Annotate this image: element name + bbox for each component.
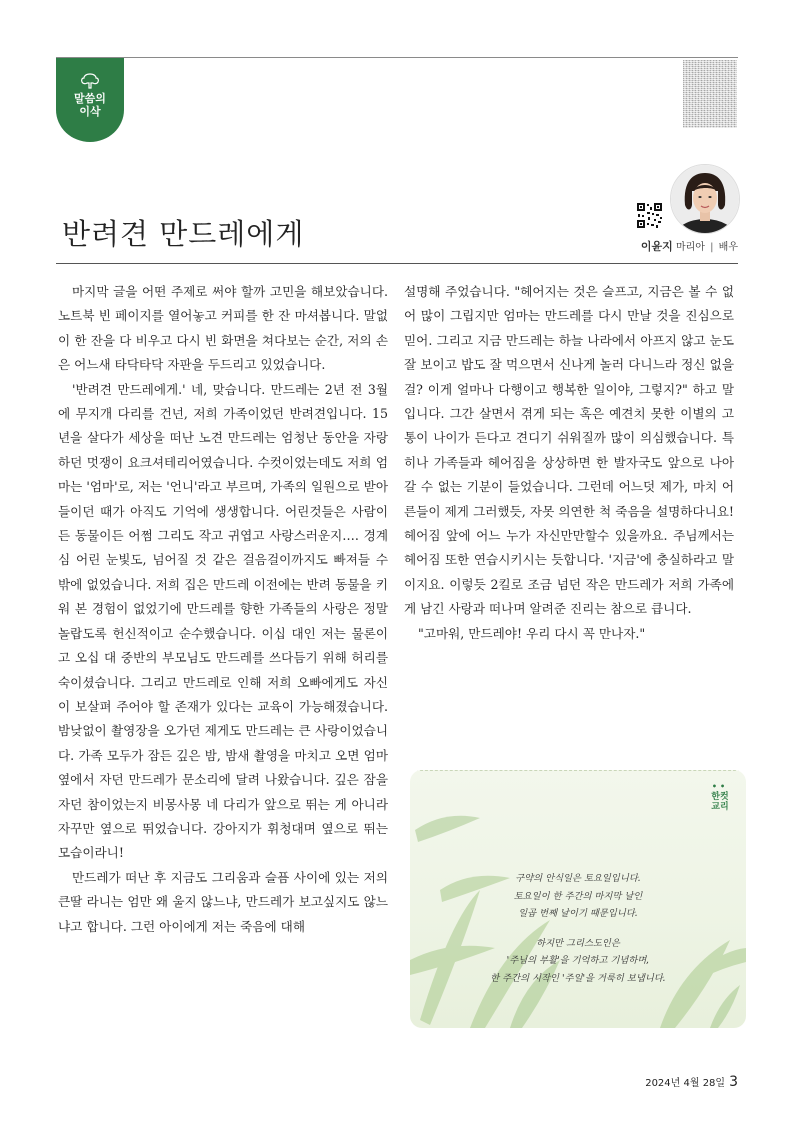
author-job: 배우 [718, 242, 738, 253]
tag-line2: 교리 [711, 802, 729, 812]
badge-line2: 이삭 [79, 105, 101, 118]
doctrine-line: 하지만 그리스도인은 [536, 937, 620, 949]
author-name: 이윤지 [640, 240, 673, 253]
paragraph: 설명해 주었습니다. "헤어지는 것은 슬프고, 지금은 볼 수 없어 많이 그립지만 엄마는 만드레를 다시 만날 것을 진심으로 믿어. 그리고 지금 만드레는 하늘 나라에서 아프지 않고 눈도 잘 보이고 밥도 잘 먹으면서 신나게 놀러 다니느라 정신 없을 걸? 이게 얼마나 다행이고 행복한 일이야, 그렇지?" 하고 말입니다. 그간 살면서 겪게 되는 혹은 예견치 못한 이별의 고통이 나이가 든다고 견디기 쉬워질까 많이 의심했습니다. 특히나 가족들과 헤어짐을 상상하면 한 발자국도 앞으로 나아갈 수 없는 기분이 들었습니다. 그런데 어느덧 제가, 마치 어른들이 제게 그러했듯, 자못 의연한 척 죽음을 설명하다니요! 헤어짐 앞에 어느 누가 자신만만할수 있을까요. 주님께서는 헤어짐 또한 연습시키시는 듯합니다. '지금'에 충실하라고 말이지요. 이렇듯 2킬로 조금 넘던 작은 만드레가 저희 가족에게 남긴 사랑과 떠나며 알려준 진리는 참으로 큽니다. [404, 284, 734, 617]
paragraph: "고마워, 만드레야! 우리 다시 꼭 만나자." [418, 625, 646, 641]
paragraph: '반려견 만드레에게.' 네, 맞습니다. 만드레는 2년 전 3월에 무지개 다리를 건넌, 저희 가족이었던 반려견입니다. 15년을 살다가 세상을 떠난 노견 만드레는 엄청난 동안을 자랑하던 멋쟁이 요크셔테리어였습니다. 수컷이었는데도 저희 엄마는 '엄마'로, 저는 '언니'라고 부르며, 가족의 일원으로 받아들이던 때가 아직도 기억에 생생합니다. 어린것들은 사람이든 동물이든 어쩜 그리도 작고 귀엽고 사랑스러운지…. 경계심 어린 눈빛도, 넘어질 것 같은 걸음걸이까지도 빠져들 수 밖에 없었습니다. 저희 집은 만드레 이전에는 반려 동물을 키워 본 경험이 없었기에 만드레를 향한 가족들의 사랑은 정말 놀랍도록 헌신적이고 순수했습니다. 이십 대인 저는 물론이고 오십 대 중반의 부모님도 만드레를 쓰다듬기 위해 허리를 숙이셨습니다. 그리고 만드레로 인해 저희 오빠에게도 자신이 보살펴 주어야 할 존재가 있다는 교육이 가능해졌습니다. 밤낮없이 촬영장을 오가던 제게도 만드레는 큰 사랑이었습니다. 가족 모두가 잠든 깊은 밤, 밤새 촬영을 마치고 오면 엄마 옆에서 자던 만드레가 문소리에 달려 나왔습니다. 깊은 잠을 자던 참이었는지 비몽사몽 네 다리가 앞으로 뛰는 게 아니라 자꾸만 옆으로 뛰었습니다. 강아지가 휘청대며 옆으로 뛰는 모습이라니! [58, 381, 388, 861]
author-baptismal-name: 마리아 [675, 242, 705, 253]
doctrine-text [410, 870, 746, 988]
qr-code-icon [636, 202, 663, 229]
doctrine-spacer [410, 923, 746, 935]
byline-separator: | [710, 242, 714, 253]
doctrine-line: 토요일이 한 주간의 마지막 날인 [513, 890, 643, 902]
tree-icon [79, 72, 101, 90]
body-column-left [58, 280, 388, 939]
top-rule [56, 57, 738, 58]
page-number: 3 [729, 1074, 738, 1090]
paragraph: 만드레가 떠난 후 지금도 그리움과 슬픔 사이에 있는 저의 큰딸 라니는 엄만 왜 울지 않느냐, 만드레가 보고싶지도 않느냐고 합니다. 그런 아이에게 저는 죽음에 대해 [58, 869, 388, 934]
decorative-pattern [683, 60, 737, 128]
page-footer [645, 1074, 738, 1090]
one-cut-doctrine-tag: •• 한컷 교리 [708, 782, 732, 812]
badge-line1: 말씀의 [74, 92, 106, 105]
author-portrait [670, 164, 740, 234]
paragraph: 마지막 글을 어떤 주제로 써야 할까 고민을 해보았습니다. 노트북 빈 페이지를 열어놓고 커피를 한 잔 마셔봅니다. 말없이 한 잔을 다 비우고 다시 빈 화면을 쳐다보는 순간, 저의 손은 어느새 타닥타닥 자판을 두드리고 있었습니다. [58, 284, 388, 373]
author-byline [641, 238, 738, 254]
article-title: 반려견 만드레에게 [62, 217, 305, 251]
title-rule [56, 263, 738, 264]
doctrine-card [410, 770, 746, 1028]
issue-date: 2024년 4월 28일 [645, 1078, 726, 1089]
doctrine-line: '주님의 부활'을 기억하고 기념하며, [506, 955, 650, 967]
body-column-right [404, 280, 734, 646]
doctrine-line: 한 주간의 시작인 '주일'을 거룩히 보냅니다. [490, 972, 666, 984]
doctrine-line: 구약의 안식일은 토요일입니다. [515, 873, 641, 884]
section-badge [56, 58, 124, 142]
doctrine-line: 일곱 번째 날이기 때문입니다. [518, 908, 638, 920]
tag-line1: 한컷 [711, 792, 729, 802]
